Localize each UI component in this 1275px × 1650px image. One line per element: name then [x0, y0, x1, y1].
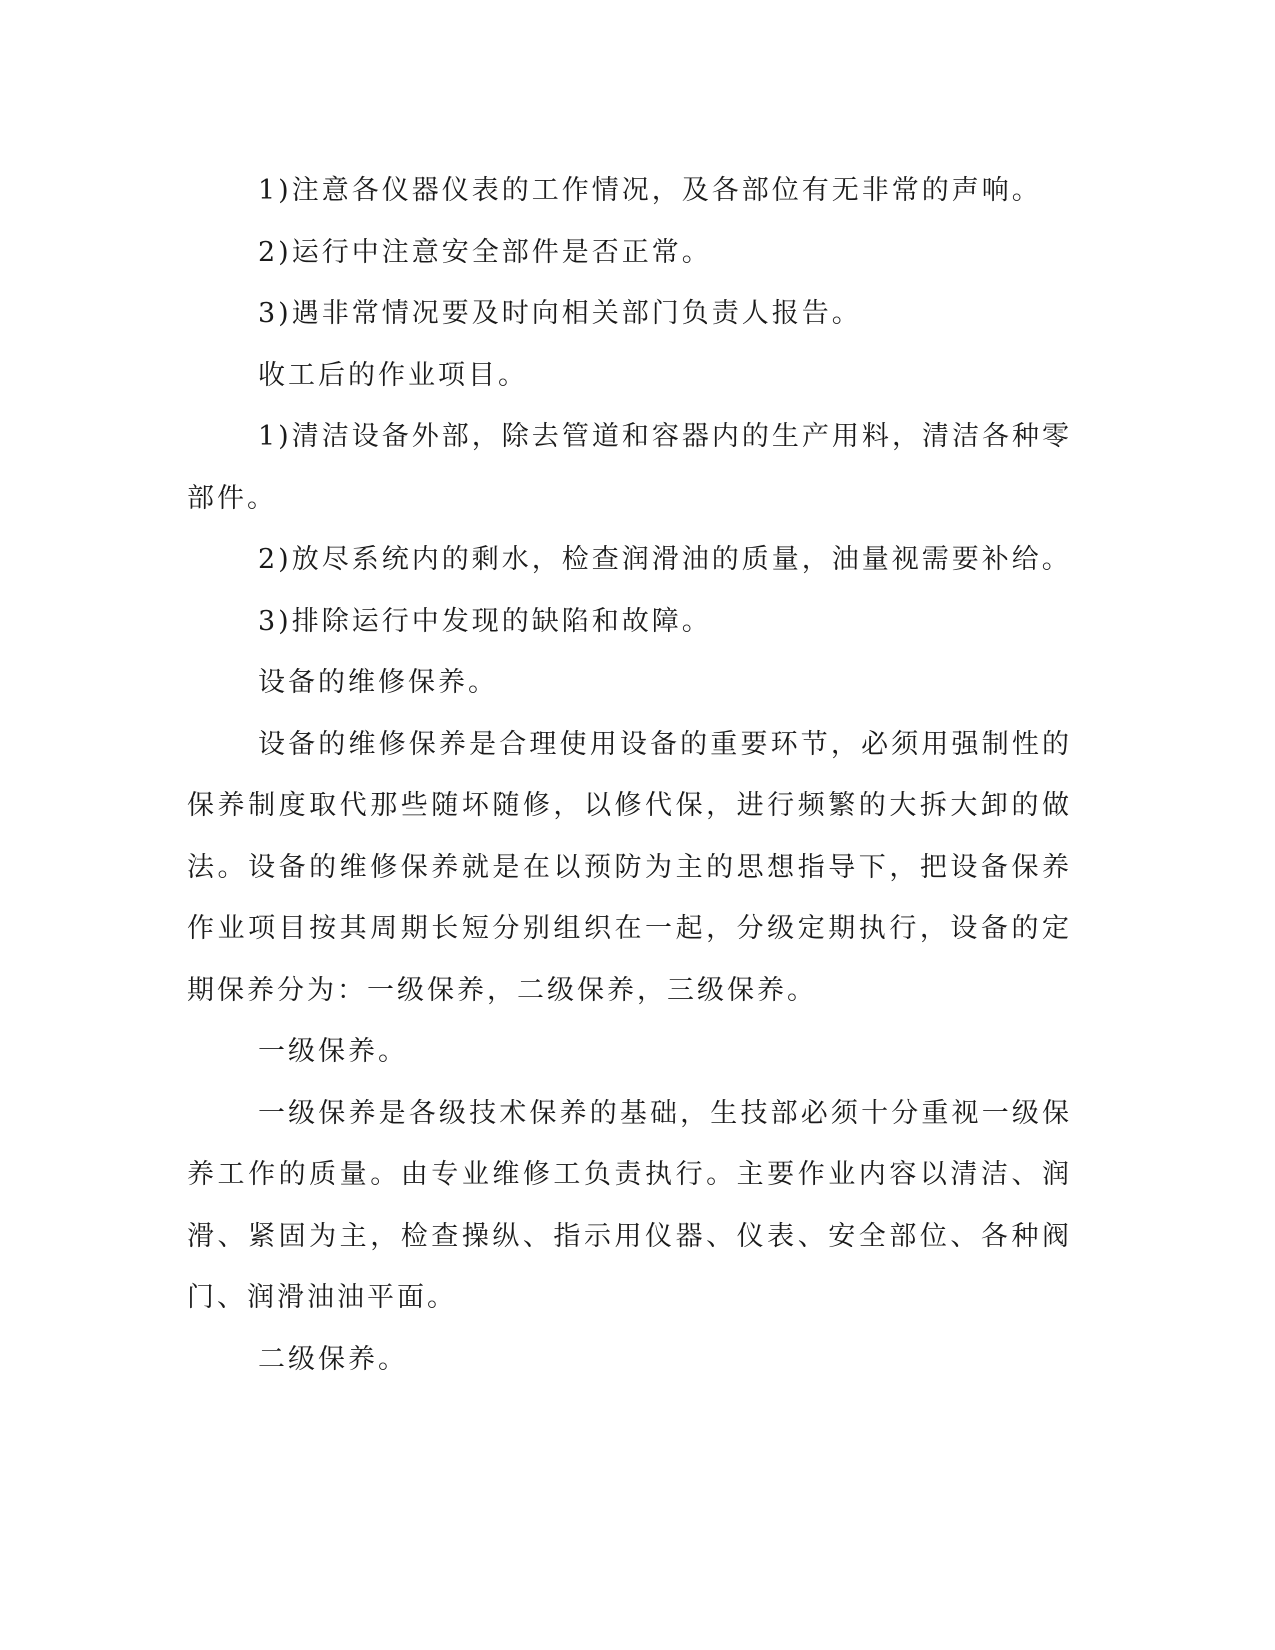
paragraph: 一级保养是各级技术保养的基础，生技部必须十分重视一级保养工作的质量。由专业维修工负责执行。主要作业内容以清洁、润滑、紧固为主，检查操纵、指示用仪器、仪表、安全部位、各种阀门、润滑油油平面。	[187, 1097, 1072, 1313]
paragraph: 1)注意各仪器仪表的工作情况，及各部位有无非常的声响。	[258, 175, 1042, 206]
paragraph: 2)运行中注意安全部件是否正常。	[258, 236, 712, 268]
paragraph: 设备的维修保养是合理使用设备的重要环节，必须用强制性的保养制度取代那些随坏随修，以修代保，进行频繁的大拆大卸的做法。设备的维修保养就是在以预防为主的思想指导下，把设备保养作业项目按其周期长短分别组织在一起，分级定期执行，设备的定期保养分为：一级保养，二级保养，三级保养。	[187, 728, 1072, 1006]
document-body	[187, 160, 1072, 1390]
section-heading: 一级保养。	[258, 1036, 408, 1067]
paragraph: 3)遇非常情况要及时向相关部门负责人报告。	[258, 298, 862, 329]
paragraph: 1)清洁设备外部，除去管道和容器内的生产用料，清洁各种零部件。	[187, 421, 1072, 514]
section-heading: 收工后的作业项目。	[258, 359, 528, 391]
section-heading: 二级保养。	[258, 1343, 408, 1375]
paragraph: 3)排除运行中发现的缺陷和故障。	[258, 605, 712, 637]
section-heading: 设备的维修保养。	[258, 667, 498, 698]
paragraph: 2)放尽系统内的剩水，检查润滑油的质量，油量视需要补给。	[258, 544, 1072, 575]
